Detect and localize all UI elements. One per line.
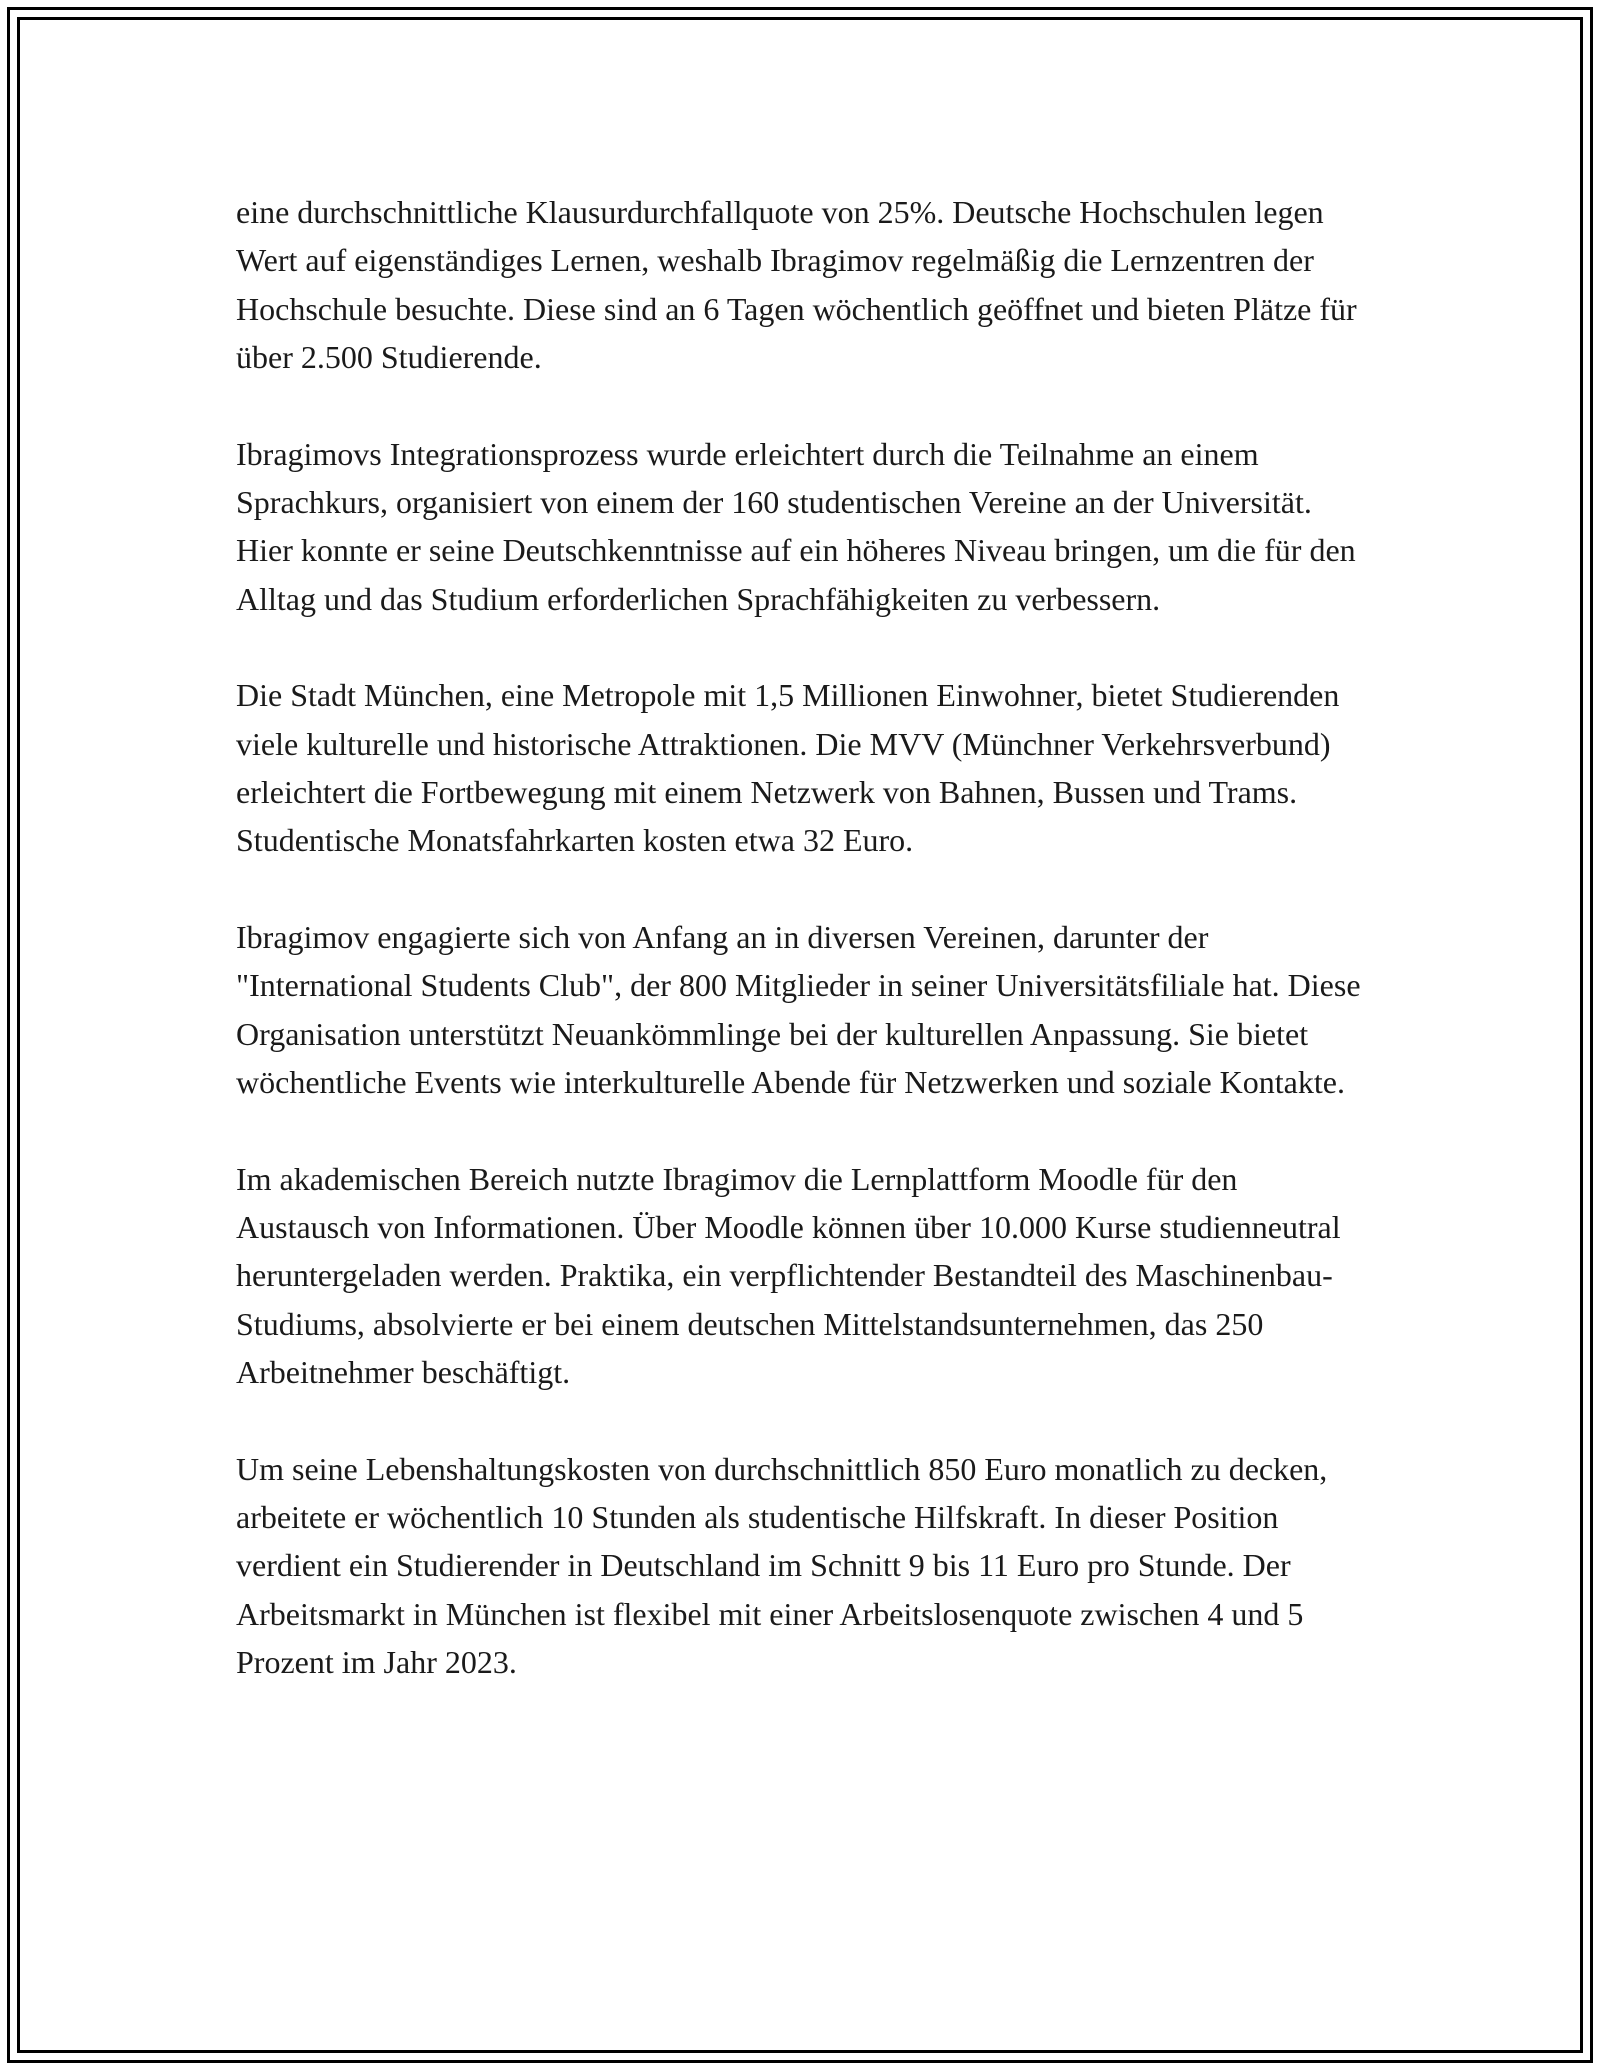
paragraph-6: Um seine Lebenshaltungskosten von durchschnittlich 850 Euro monatlich zu decken, arbeitete er wöchentlich 10 Stunden als studentische Hilfskraft. In dieser Position verdient ein Studierender in Deutschland im Schnitt 9 bis 11 Euro pro Stunde. Der Arbeitsmarkt in München ist flexibel mit einer Arbeitslosenquote zwischen 4 und 5 Prozent im Jahr 2023. (236, 1450, 1328, 1681)
paragraph-5: Im akademischen Bereich nutzte Ibragimov die Lernplattform Moodle für den Austausch von Informationen. Über Moodle können über 10.000 Kurse studienneutral heruntergeladen werden. Praktika, ein verpflichtender Bestandteil des Maschinenbau-Studiums, absolvierte er bei einem deutschen Mittelstandsunternehmen, das 250 Arbeitnehmer beschäftigt. (236, 1160, 1341, 1391)
document-body (236, 188, 1376, 1735)
paragraph-2: Ibragimovs Integrationsprozess wurde erleichtert durch die Teilnahme an einem Sprachkurs, organisiert von einem der 160 studentischen Vereine an der Universität. Hier konnte er seine Deutschkenntnisse auf ein höheres Niveau bringen, um die für den Alltag und das Studium erforderlichen Sprachfähigkeiten zu verbessern. (236, 435, 1356, 617)
paragraph-3: Die Stadt München, eine Metropole mit 1,5 Millionen Einwohner, bietet Studierenden viele kulturelle und historische Attraktionen. Die MVV (Münchner Verkehrsverbund) erleichtert die Fortbewegung mit einem Netzwerk von Bahnen, Bussen und Trams. Studentische Monatsfahrkarten kosten etwa 32 Euro. (236, 677, 1340, 859)
paragraph-1: eine durchschnittliche Klausurdurchfallquote von 25%. Deutsche Hochschulen legen Wert auf eigenständiges Lernen, weshalb Ibragimov regelmäßig die Lernzentren der Hochschule besuchte. Diese sind an 6 Tagen wöchentlich geöffnet und bieten Plätze für über 2.500 Studierende. (236, 194, 1357, 376)
paragraph-4: Ibragimov engagierte sich von Anfang an in diversen Vereinen, darunter der "International Students Club", der 800 Mitglieder in seiner Universitätsfiliale hat. Diese Organisation unterstützt Neuankömmlinge bei der kulturellen Anpassung. Sie bietet wöchentliche Events wie interkulturelle Abende für Netzwerken und soziale Kontakte. (236, 918, 1361, 1101)
